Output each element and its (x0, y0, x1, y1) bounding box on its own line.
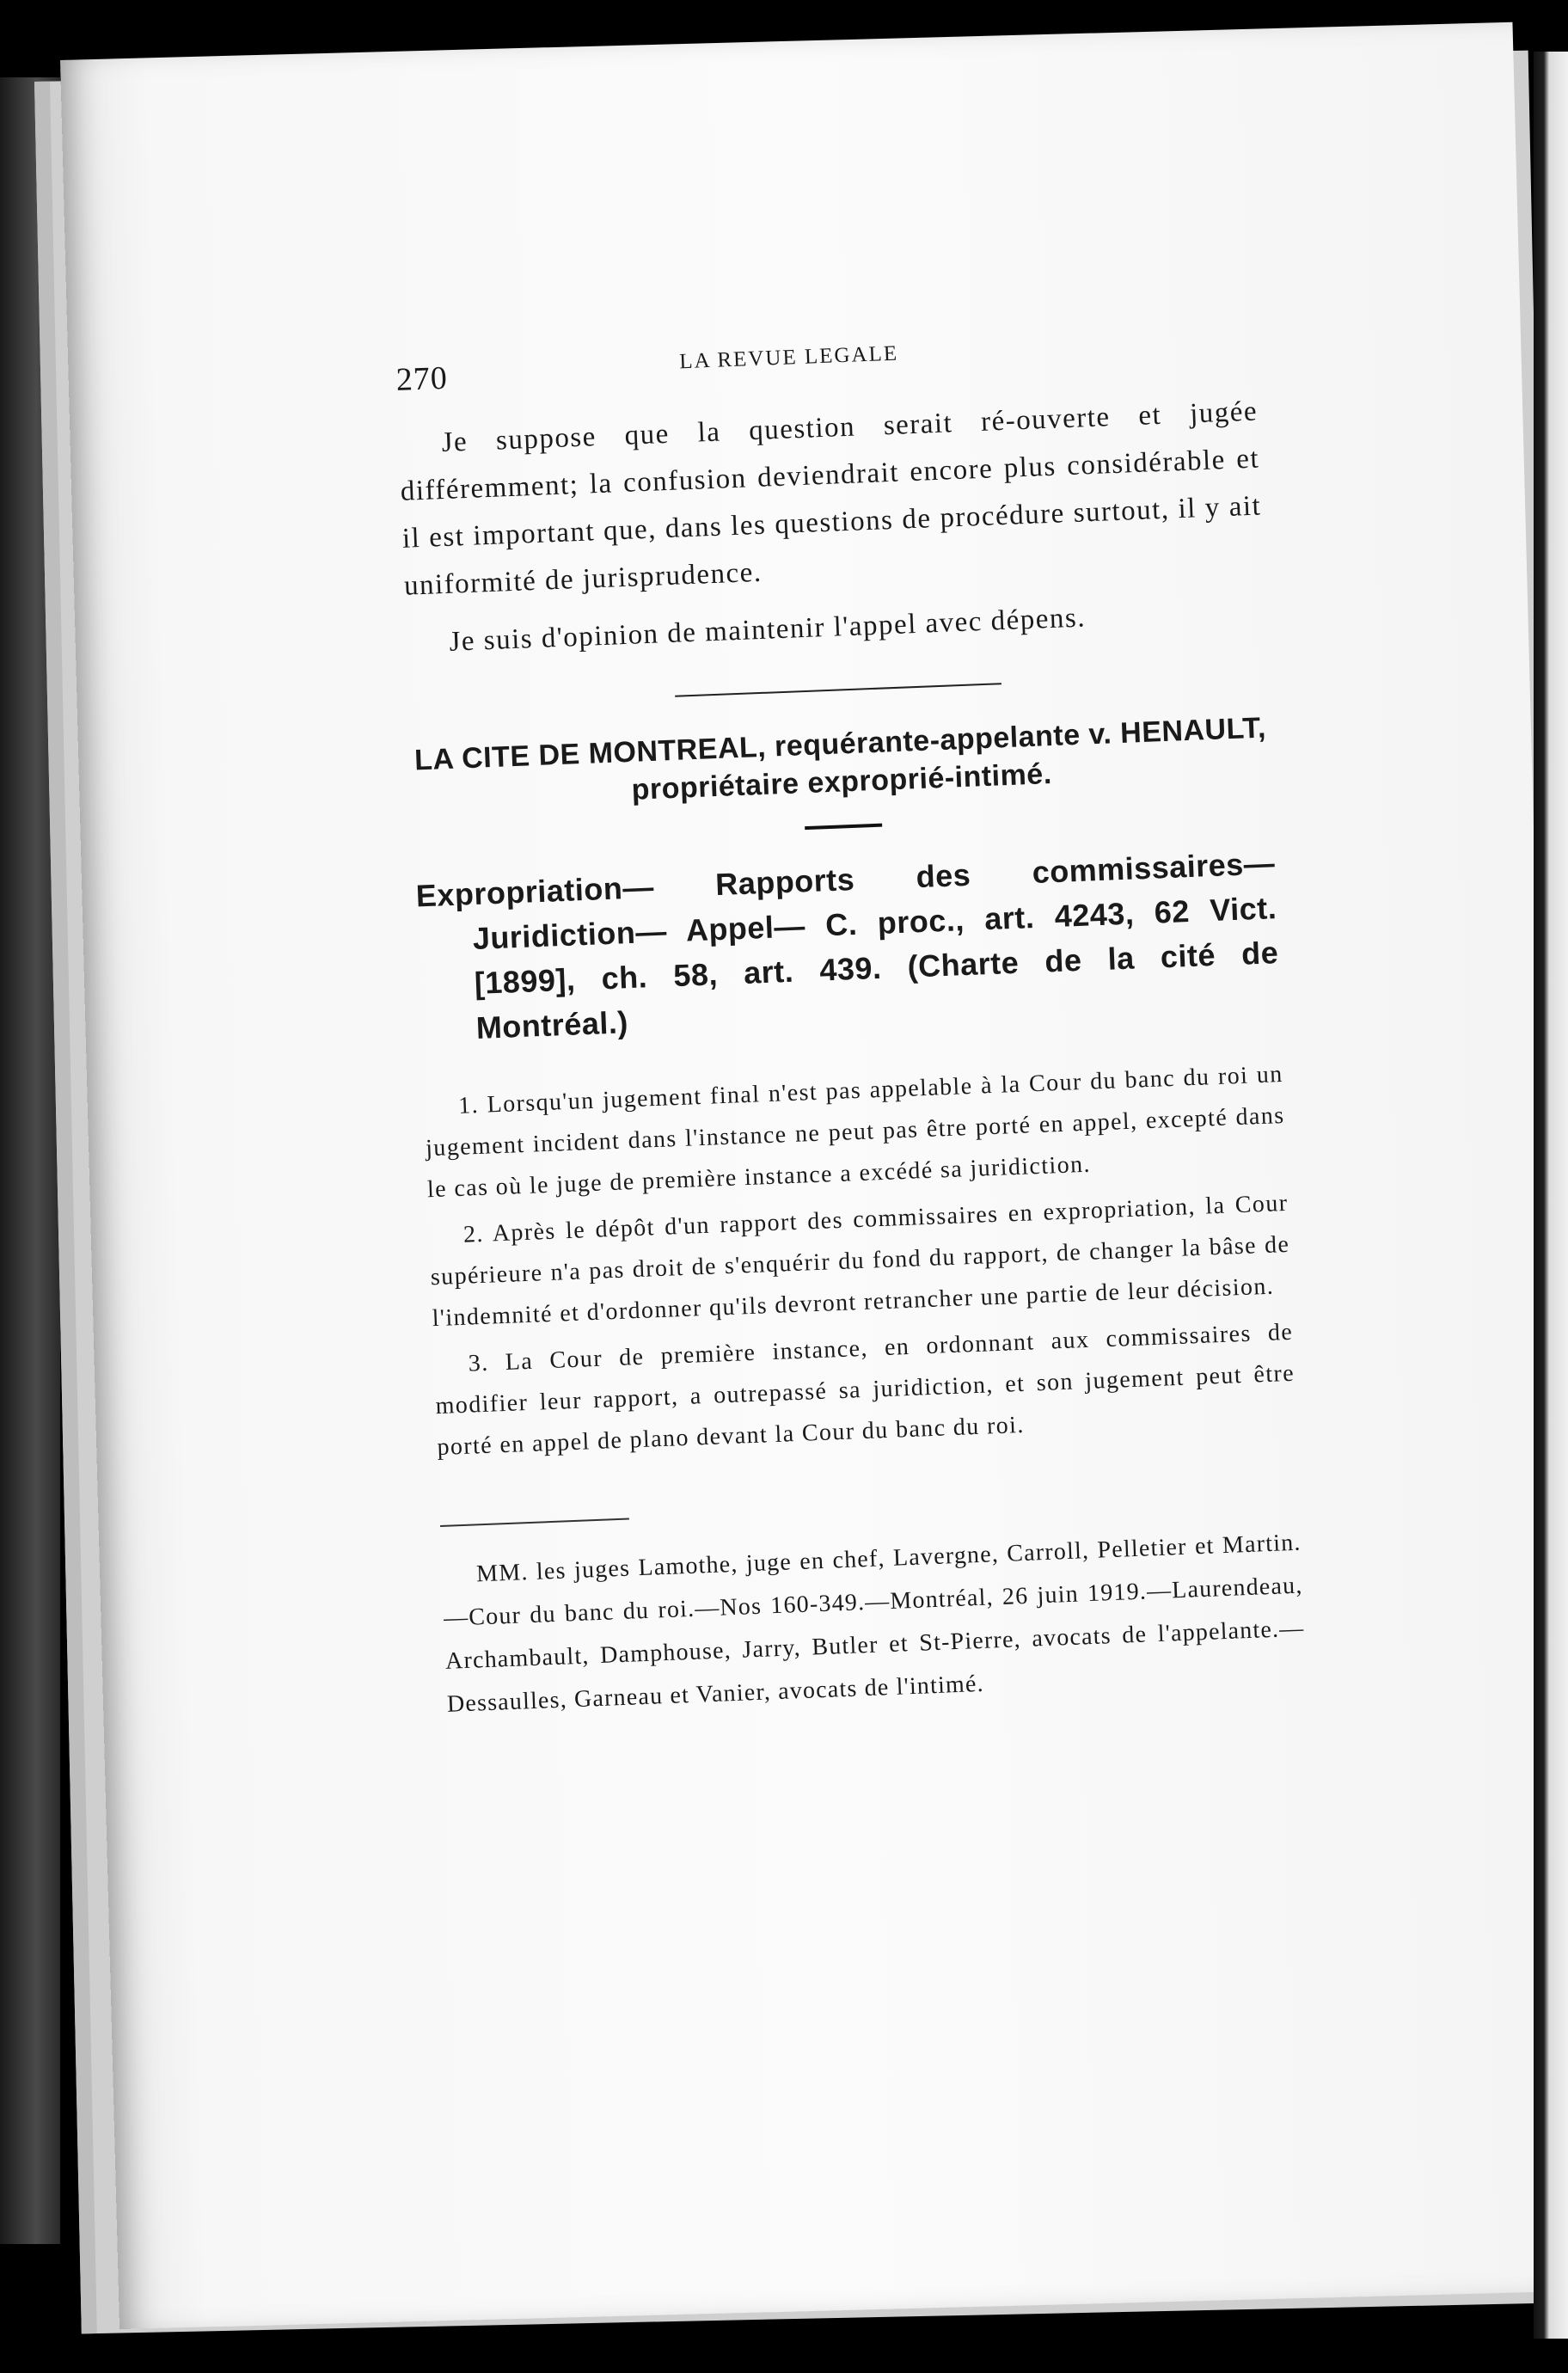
section-divider (675, 683, 1001, 697)
headnotes (423, 1054, 1296, 1469)
case-subject: Expropriation— Rapports des commissaires— Juridiction— Appel— C. proc., art. 4243, 62 Vict. [1899], ch. 58, art. 439. (Charte de la cité de Montréal.) (415, 845, 1279, 1045)
facing-page-edge (1534, 52, 1568, 2339)
headnote-3: 3. La Cour de première instance, en ordonnant aux commissaires de modifier leur rapport, a outrepassé sa juridiction, et son jugement peut être porté en appel de plano devant la Cour du banc du roi. (435, 1318, 1295, 1462)
page-number: 270 (395, 359, 449, 398)
title-divider (805, 824, 882, 830)
footnote: MM. les juges Lamothe, juge en chef, Lavergne, Carroll, Pelletier et Martin.—Cour du banc du roi.—Nos 160-349.—Montréal, 26 juin 1919.—Laurendeau, Archambault, Damphouse, Jarry, Butler et St-Pierre, avocats de l'appelante.—Dessaulles, Garneau et Vanier, avocats de l'intimé. (443, 1529, 1305, 1718)
footnote-divider (440, 1518, 629, 1527)
page-content (395, 328, 1307, 1726)
running-head: LA REVUE LEGALE (678, 341, 899, 374)
headnote-1: 1. Lorsqu'un jugement final n'est pas appelable à la Cour du banc du roi un jugement incident dans l'instance ne peut pas être porté en appel, excepté dans le cas où le juge de première instance a excédé sa juridiction. (425, 1060, 1286, 1204)
case-title: LA CITE DE MONTREAL, requérante-appelante v. HENAULT, propriétaire exproprié-intimé. (413, 711, 1267, 806)
headnote-2: 2. Après le dépôt d'un rapport des commissaires en expropriation, la Cour supérieure n'a pas droit de s'enquérir du fond du rapport, de changer la bâse de l'indemnité et d'ordonner qu'ils devront retrancher une partie de leur décision. (430, 1189, 1290, 1333)
opening-paragraph-1: Je suppose que la question serait ré-ouverte et jugée différemment; la confusion deviendrait encore plus considérable et il est important que, dans les questions de procédure surtout, il y ait uniformité de jurisprudence. (400, 396, 1262, 602)
opening-paragraph-2: Je suis d'opinion de maintenir l'appel avec dépens. (448, 602, 1087, 658)
